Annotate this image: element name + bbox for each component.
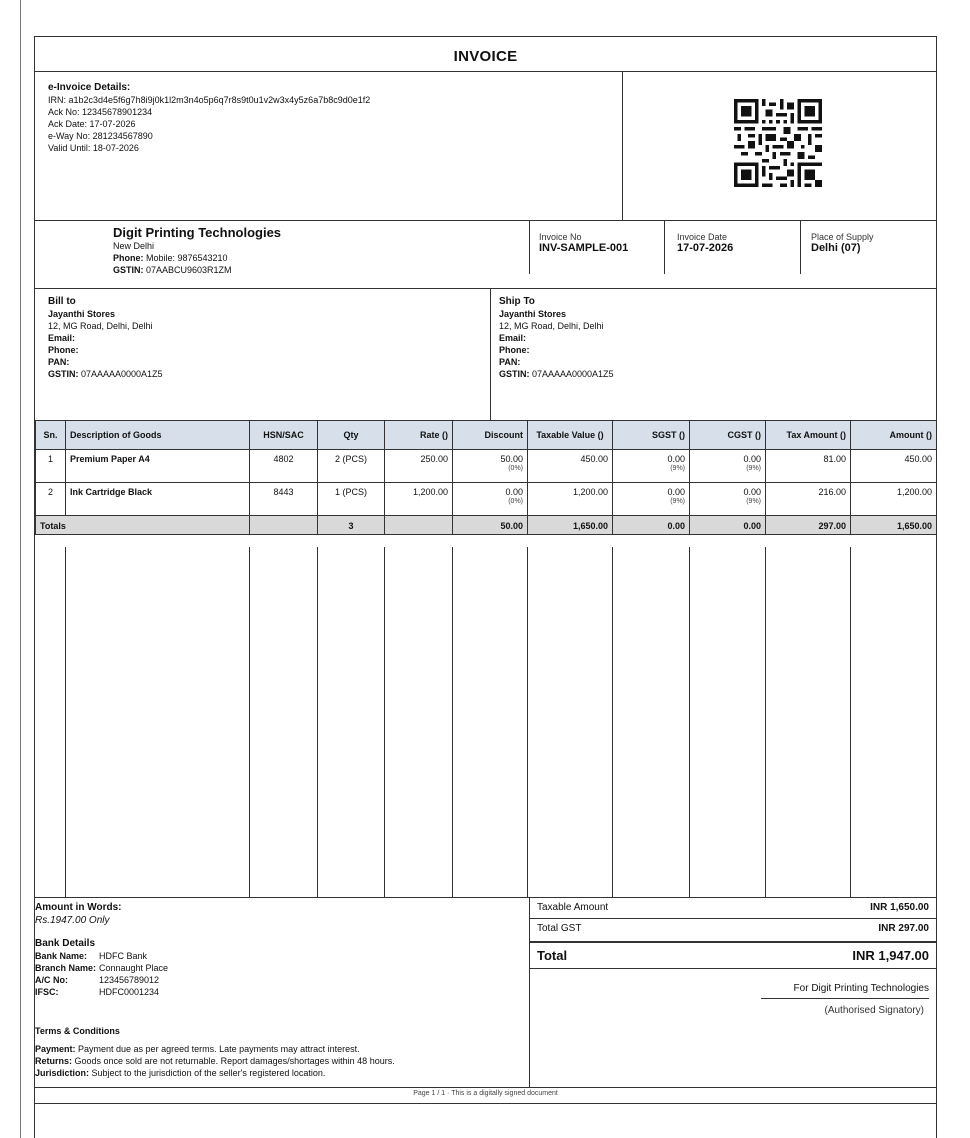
discount-value: 0.00 <box>505 487 523 497</box>
divider <box>490 288 491 420</box>
items-header-row <box>36 421 937 450</box>
bill-to-pan-label: PAN: <box>48 357 70 367</box>
ifsc-value: HDFC0001234 <box>99 987 160 997</box>
terms-jurisdiction <box>35 1067 525 1079</box>
invoice-page <box>34 36 937 1138</box>
seller-name: Digit Printing Technologies <box>113 225 282 240</box>
discount-pct: (0%) <box>508 465 523 472</box>
page-footer: Page 1 / 1 · This is a digitally signed document <box>413 1090 558 1097</box>
sgst-value: 0.00 <box>667 487 685 497</box>
col-header-tax-amount: Tax Amount () <box>766 421 851 450</box>
einvoice-details <box>48 81 648 154</box>
summary-taxable-row <box>529 897 936 918</box>
col-header-amount: Amount () <box>851 421 937 450</box>
cell-description: Ink Cartridge Black <box>66 483 250 516</box>
cell-amount: 1,200.00 <box>851 483 937 516</box>
cgst-pct: (9%) <box>746 465 761 472</box>
bill-to-phone-label: Phone: <box>48 345 79 355</box>
seller-block <box>113 225 513 276</box>
invoice-no-block <box>539 232 659 254</box>
cell-tax-amount: 216.00 <box>766 483 851 516</box>
totals-label: Totals <box>36 516 250 535</box>
bill-to-block <box>48 295 488 380</box>
amount-in-words-block <box>35 901 515 927</box>
divider <box>664 220 665 274</box>
divider <box>800 220 801 274</box>
seller-phone-value: Mobile: 9876543210 <box>143 253 228 263</box>
discount-value: 50.00 <box>500 454 523 464</box>
irn-text: IRN: a1b2c3d4e5f6g7h8i9j0k1l2m3n4o5p6q7r8s9t0u1v2w3x4y5z6a7b8c9d0e1f2 <box>48 95 371 105</box>
terms-payment-text: Payment due as per agreed terms. Late payments may attract interest. <box>75 1044 360 1054</box>
ifsc-row <box>35 986 515 998</box>
cell-cgst <box>690 483 766 516</box>
terms-payment-label: Payment: <box>35 1044 76 1054</box>
cgst-value: 0.00 <box>743 454 761 464</box>
totals-sgst: 0.00 <box>613 516 690 535</box>
totals-qty: 3 <box>318 516 385 535</box>
divider <box>612 547 613 897</box>
summary-total-row <box>529 943 936 967</box>
bill-to-name: Jayanthi Stores <box>48 309 116 319</box>
divider <box>35 71 936 72</box>
ship-to-gstin-label: GSTIN: <box>499 369 530 379</box>
invoice-date-value: 17-07-2026 <box>677 242 734 254</box>
sgst-value: 0.00 <box>667 454 685 464</box>
ack-date-text: Ack Date: 17-07-2026 <box>48 119 136 129</box>
cell-sgst <box>613 450 690 483</box>
einvoice-heading: e-Invoice Details: <box>48 82 131 93</box>
ship-to-address: 12, MG Road, Delhi, Delhi <box>499 321 604 331</box>
col-header-sgst: SGST () <box>613 421 690 450</box>
terms-jurisdiction-label: Jurisdiction: <box>35 1068 90 1078</box>
summary-taxable-label: Taxable Amount <box>537 902 609 913</box>
cell-hsn: 4802 <box>250 450 318 483</box>
ship-to-block <box>499 295 929 380</box>
cell-qty: 2 (PCS) <box>318 450 385 483</box>
invoice-title: INVOICE <box>453 48 518 65</box>
bill-to-email-label: Email: <box>48 333 76 343</box>
divider <box>384 547 385 897</box>
cell-discount <box>453 450 528 483</box>
ship-to-name: Jayanthi Stores <box>499 309 567 319</box>
col-header-cgst: CGST () <box>690 421 766 450</box>
terms-returns-text: Goods once sold are not returnable. Report damages/shortages within 48 hours. <box>72 1056 395 1066</box>
place-of-supply-block <box>811 232 931 254</box>
divider <box>850 547 851 897</box>
ship-to-pan-label: PAN: <box>499 357 521 367</box>
items-table <box>35 420 937 535</box>
discount-pct: (0%) <box>508 498 523 505</box>
bill-to-heading: Bill to <box>48 296 76 307</box>
divider <box>622 71 623 220</box>
ship-to-gstin-value: 07AAAAA0000A1Z5 <box>529 369 614 379</box>
for-company: For Digit Printing Technologies <box>793 983 929 994</box>
branch-row <box>35 962 515 974</box>
divider <box>35 288 936 289</box>
col-header-description: Description of Goods <box>66 421 250 450</box>
account-value: 123456789012 <box>99 975 160 985</box>
col-header-discount: Discount <box>453 421 528 450</box>
col-header-taxable-value: Taxable Value () <box>528 421 613 450</box>
sgst-pct: (9%) <box>670 465 685 472</box>
authorised-signatory: (Authorised Signatory) <box>824 1005 924 1016</box>
bank-name-label: Bank Name: <box>35 951 88 961</box>
seller-gstin-value: 07AABCU9603R1ZM <box>143 265 232 275</box>
cell-sn: 1 <box>36 450 66 483</box>
bank-name-value: HDFC Bank <box>99 951 148 961</box>
cell-qty: 1 (PCS) <box>318 483 385 516</box>
divider <box>529 968 936 969</box>
summary-total-value: INR 1,947.00 <box>852 948 929 963</box>
ship-to-gstin <box>499 368 929 380</box>
terms-returns-label: Returns: <box>35 1056 73 1066</box>
valid-until-text: Valid Until: 18-07-2026 <box>48 143 139 153</box>
seller-phone <box>113 252 513 264</box>
divider <box>529 220 530 274</box>
place-of-supply-value: Delhi (07) <box>811 242 861 254</box>
cell-amount: 450.00 <box>851 450 937 483</box>
ifsc-label: IFSC: <box>35 987 59 997</box>
totals-rate-empty <box>385 516 453 535</box>
totals-row <box>36 516 937 535</box>
terms-heading: Terms & Conditions <box>35 1026 120 1036</box>
terms-jurisdiction-text: Subject to the jurisdiction of the seller's registered location. <box>89 1068 326 1078</box>
sgst-pct: (9%) <box>670 498 685 505</box>
invoice-date-block <box>677 232 797 254</box>
summary-gst-label: Total GST <box>537 923 582 934</box>
col-header-qty: Qty <box>318 421 385 450</box>
amount-in-words-value: Rs.1947.00 Only <box>35 915 110 926</box>
ship-to-email-label: Email: <box>499 333 527 343</box>
ack-no-text: Ack No: 12345678901234 <box>48 107 153 117</box>
cell-description: Premium Paper A4 <box>66 450 250 483</box>
cell-rate: 250.00 <box>385 450 453 483</box>
divider <box>35 1087 936 1088</box>
table-row <box>36 450 937 483</box>
col-header-rate: Rate () <box>385 421 453 450</box>
divider <box>452 547 453 897</box>
amount-in-words-heading: Amount in Words: <box>35 902 122 913</box>
table-row <box>36 483 937 516</box>
summary-total-label: Total <box>537 948 568 963</box>
cell-hsn: 8443 <box>250 483 318 516</box>
bank-name-row <box>35 950 515 962</box>
col-header-hsn: HSN/SAC <box>250 421 318 450</box>
summary-taxable-value: INR 1,650.00 <box>870 902 929 913</box>
divider <box>65 547 66 897</box>
qr-code-icon <box>734 99 822 187</box>
cell-taxable: 1,200.00 <box>528 483 613 516</box>
divider <box>317 547 318 897</box>
totals-hsn-empty <box>250 516 318 535</box>
totals-tax-amount: 297.00 <box>766 516 851 535</box>
bill-to-gstin <box>48 368 488 380</box>
terms-returns <box>35 1055 525 1067</box>
cell-tax-amount: 81.00 <box>766 450 851 483</box>
bill-to-gstin-label: GSTIN: <box>48 369 79 379</box>
divider <box>689 547 690 897</box>
invoice-no-label: Invoice No <box>539 232 582 242</box>
totals-cgst: 0.00 <box>690 516 766 535</box>
cell-sn: 2 <box>36 483 66 516</box>
bill-to-gstin-value: 07AAAAA0000A1Z5 <box>78 369 163 379</box>
seller-gstin <box>113 264 513 276</box>
ship-to-heading: Ship To <box>499 296 535 307</box>
col-header-sn: Sn. <box>36 421 66 450</box>
invoice-no-value: INV-SAMPLE-001 <box>539 242 629 254</box>
seller-phone-label: Phone: <box>113 253 144 263</box>
account-row <box>35 974 515 986</box>
divider <box>765 547 766 897</box>
cgst-pct: (9%) <box>746 498 761 505</box>
summary-gst-value: INR 297.00 <box>878 923 929 934</box>
page-margin-rule <box>20 0 21 1138</box>
divider <box>249 547 250 897</box>
divider <box>527 547 528 897</box>
eway-no-text: e-Way No: 281234567890 <box>48 131 153 141</box>
totals-discount: 50.00 <box>453 516 528 535</box>
summary-gst-row <box>529 918 936 939</box>
account-label: A/C No: <box>35 975 68 985</box>
ship-to-phone-label: Phone: <box>499 345 530 355</box>
bank-details-block <box>35 937 515 998</box>
bill-to-address: 12, MG Road, Delhi, Delhi <box>48 321 153 331</box>
seller-city: New Delhi <box>113 241 155 251</box>
invoice-date-label: Invoice Date <box>677 232 728 242</box>
branch-value: Connaught Place <box>99 963 169 973</box>
divider <box>35 1103 936 1104</box>
cell-rate: 1,200.00 <box>385 483 453 516</box>
signature-line <box>761 998 929 999</box>
cgst-value: 0.00 <box>743 487 761 497</box>
terms-payment <box>35 1043 525 1055</box>
totals-amount: 1,650.00 <box>851 516 937 535</box>
branch-label: Branch Name: <box>35 963 97 973</box>
totals-taxable: 1,650.00 <box>528 516 613 535</box>
cell-discount <box>453 483 528 516</box>
cell-cgst <box>690 450 766 483</box>
cell-sgst <box>613 483 690 516</box>
bank-details-heading: Bank Details <box>35 938 96 949</box>
seller-gstin-label: GSTIN: <box>113 265 144 275</box>
cell-taxable: 450.00 <box>528 450 613 483</box>
terms-block <box>35 1025 525 1079</box>
place-of-supply-label: Place of Supply <box>811 232 874 242</box>
